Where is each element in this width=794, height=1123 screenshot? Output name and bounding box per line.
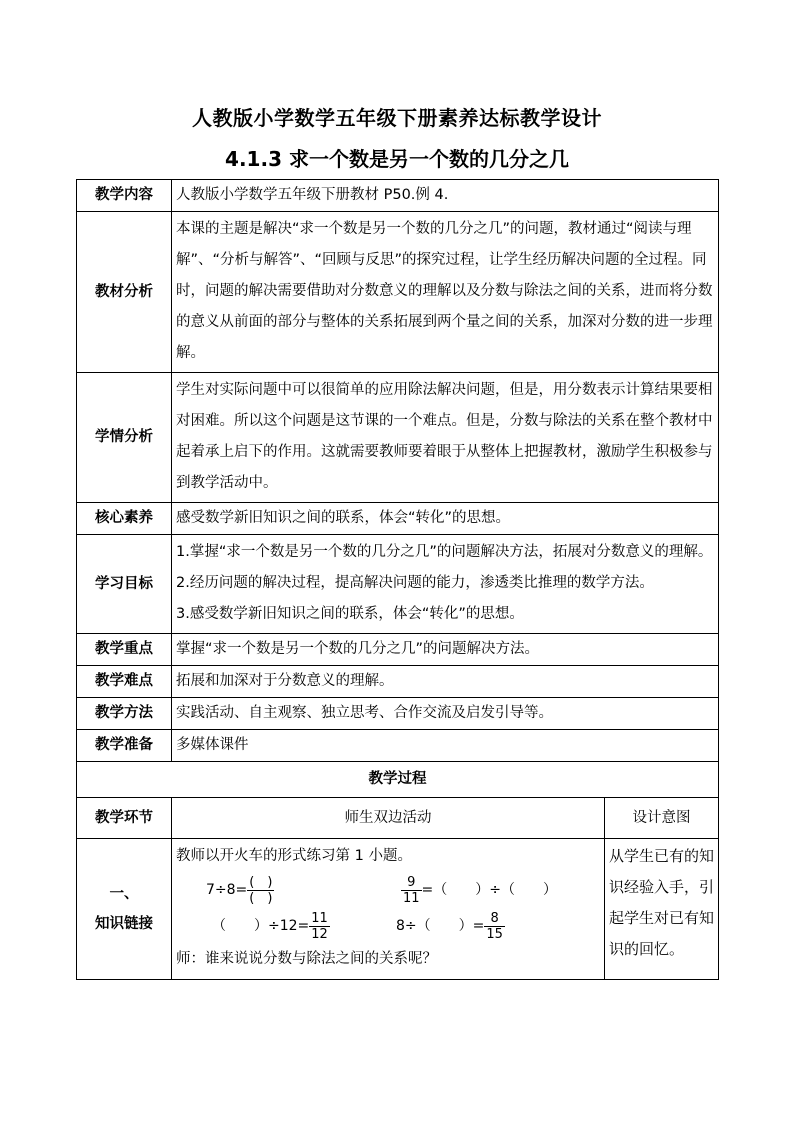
label-prep: 教学准备: [77, 730, 172, 762]
fraction-1: $\frac{( )}{( )}$: [249, 874, 273, 906]
text-content: 人教版小学数学五年级下册教材 P50.例 4.: [172, 180, 719, 212]
header-activity: 师生双边活动: [172, 798, 605, 839]
exercise-3: （ ）÷12= $\frac{11}{12}$: [212, 910, 328, 942]
step-1-intro: 教师以开火车的形式练习第 1 小题。: [176, 848, 412, 864]
row-goals: [77, 535, 719, 634]
lesson-subtitle: 4.1.3 求一个数是另一个数的几分之几: [225, 147, 569, 171]
process-title: 教学过程: [77, 762, 719, 798]
row-process-header: [77, 798, 719, 839]
step-1-number: 一、: [109, 886, 139, 902]
document-title: 人教版小学数学五年级下册素养达标教学设计: [192, 106, 602, 130]
row-material: [77, 212, 719, 373]
exercise-row-1: [176, 872, 600, 908]
row-step-1: [77, 839, 719, 980]
goal-item-1: 1.掌握“求一个数是另一个数的几分之几”的问题解决方法，拓展对分数意义的理解。: [176, 544, 713, 560]
step-1-name: 知识链接: [95, 916, 153, 932]
header-intent: 设计意图: [605, 798, 719, 839]
label-literacy: 核心素养: [77, 503, 172, 535]
fraction-3: $\frac{11}{12}$: [311, 910, 328, 942]
exercise-4: 8÷（ ）= $\frac{8}{15}$: [396, 910, 503, 942]
fraction-2: $\frac{9}{11}$: [403, 874, 420, 906]
row-literacy: [77, 503, 719, 535]
step-1-activity: [172, 839, 605, 980]
text-literacy: 感受数学新旧知识之间的联系，体会“转化”的思想。: [172, 503, 719, 535]
label-material: 教材分析: [77, 212, 172, 373]
label-goals: 学习目标: [77, 535, 172, 634]
row-method: [77, 698, 719, 730]
goal-item-2: 2.经历问题的解决过程，提高解决问题的能力，渗透类比推理的数学方法。: [176, 575, 654, 591]
text-goals: [172, 535, 719, 634]
text-students: 学生对实际问题中可以很简单的应用除法解决问题，但是，用分数表示计算结果要相对困难。所以这个问题是这节课的一个难点。但是，分数与除法的关系在整个教材中起着承上启下的作用。这就需要教师要着眼于从整体上把握教材，激励学生积极参与到教学活动中。: [172, 373, 719, 503]
goal-item-3: 3.感受数学新旧知识之间的联系，体会“转化”的思想。: [176, 606, 524, 622]
label-difficulty: 教学难点: [77, 666, 172, 698]
fraction-4: $\frac{8}{15}$: [486, 910, 503, 942]
lesson-plan-table: [76, 179, 719, 980]
text-material: 本课的主题是解决“求一个数是另一个数的几分之几”的问题，教材通过“阅读与理解”、“分析与解答”、“回顾与反思”的探究过程，让学生经历解决问题的全过程。同时，问题的解决需要借助对分数意义的理解以及分数与除法之间的关系，进而将分数的意义从前面的部分与整体的关系拓展到两个量之间的关系，加深对分数的进一步理解。: [172, 212, 719, 373]
row-prep: [77, 730, 719, 762]
row-keypoint: [77, 634, 719, 666]
text-difficulty: 拓展和加深对于分数意义的理解。: [172, 666, 719, 698]
header-step: 教学环节: [77, 798, 172, 839]
exercise-row-2: [176, 908, 600, 944]
exercise-2: $\frac{9}{11}$ =（ ）÷（ ）: [403, 874, 558, 906]
text-method: 实践活动、自主观察、独立思考、合作交流及启发引导等。: [172, 698, 719, 730]
label-method: 教学方法: [77, 698, 172, 730]
label-keypoint: 教学重点: [77, 634, 172, 666]
step-1-label: [77, 839, 172, 980]
row-difficulty: [77, 666, 719, 698]
row-process-title: [77, 762, 719, 798]
step-1-intent: 从学生已有的知识经验入手，引起学生对已有知识的回忆。: [605, 839, 719, 980]
row-content: [77, 180, 719, 212]
label-students: 学情分析: [77, 373, 172, 503]
row-students: [77, 373, 719, 503]
label-content: 教学内容: [77, 180, 172, 212]
text-keypoint: 掌握“求一个数是另一个数的几分之几”的问题解决方法。: [172, 634, 719, 666]
step-1-question: 师：谁来说说分数与除法之间的关系呢？: [176, 951, 437, 967]
exercise-1: 7÷8= $\frac{( )}{( )}$: [206, 874, 273, 906]
text-prep: 多媒体课件: [172, 730, 719, 762]
